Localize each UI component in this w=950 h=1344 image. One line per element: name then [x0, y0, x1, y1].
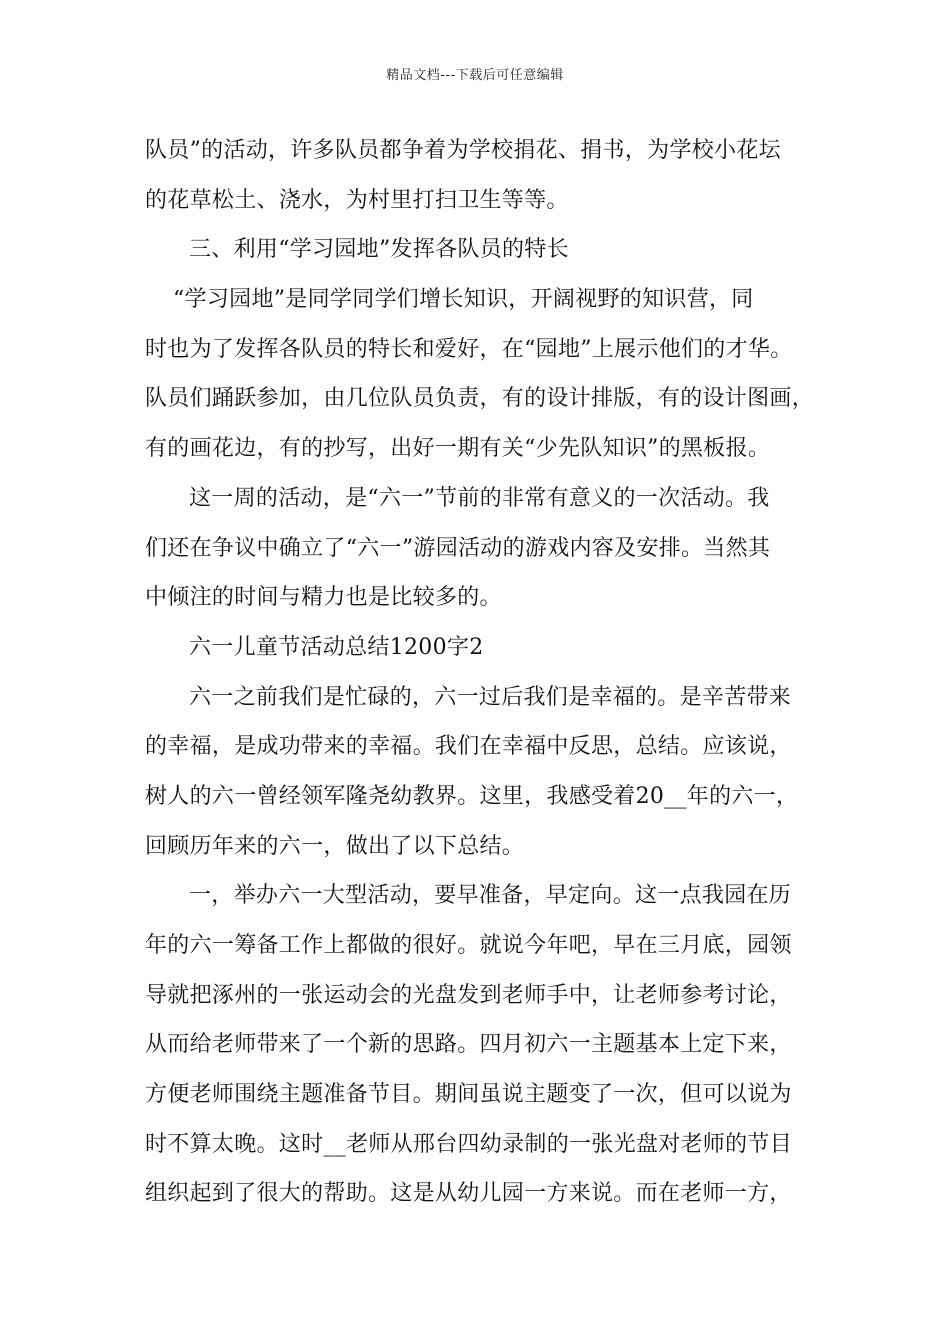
article-subtitle: 六一儿童节活动总结1200字2: [189, 634, 484, 660]
document-body: [145, 126, 825, 1219]
text-line: 的幸福，是成功带来的幸福。我们在幸福中反思，总结。应该说，: [145, 734, 792, 760]
text-line: 队员们踊跃参加，由几位队员负责，有的设计排版，有的设计图画，: [145, 386, 815, 412]
text-line: “学习园地”是同学同学们增长知识，开阔视野的知识营，同: [173, 287, 754, 313]
text-line: 时也为了发挥各队员的特长和爱好，在“园地”上展示他们的才华。: [145, 336, 793, 362]
text-line: 一，举办六一大型活动，要早准备，早定向。这一点我园在历: [189, 883, 792, 909]
text-line: 方便老师围绕主题准备节目。期间虽说主题变了一次，但可以说为: [145, 1082, 792, 1108]
text-line: 回顾历年来的六一，做出了以下总结。: [145, 833, 525, 859]
section-heading: 三、利用“学习园地”发挥各队员的特长: [189, 237, 569, 263]
text-line: 有的画花边，有的抄写，出好一期有关“少先队知识”的黑板报。: [145, 436, 771, 462]
text-line: 组织起到了很大的帮助。这是从幼儿园一方来说。而在老师一方，: [145, 1181, 792, 1207]
text-line: 树人的六一曾经领军隆尧幼教界。这里，我感受着20__年的六一，: [145, 783, 799, 809]
text-line: 时不算太晚。这时__老师从邢台四幼录制的一张光盘对老师的节目: [145, 1131, 793, 1157]
text-line: 年的六一筹备工作上都做的很好。就说今年吧，早在三月底，园领: [145, 933, 792, 958]
text-line: 导就把涿州的一张运动会的光盘发到老师手中，让老师参考讨论，: [145, 982, 792, 1008]
text-line: 的花草松土、浇水，为村里打扫卫生等等。: [145, 187, 569, 213]
text-line: 六一之前我们是忙碌的，六一过后我们是幸福的。是辛苦带来: [189, 684, 792, 710]
text-line: 中倾注的时间与精力也是比较多的。: [145, 585, 502, 611]
text-line: 从而给老师带来了一个新的思路。四月初六一主题基本上定下来，: [145, 1032, 792, 1058]
text-line: 们还在争议中确立了“六一”游园活动的游戏内容及安排。当然其: [145, 535, 771, 561]
text-line: 这一周的活动，是“六一”节前的非常有意义的一次活动。我: [189, 485, 770, 511]
text-line: 队员”的活动，许多队员都争着为学校捐花、捐书，为学校小花坛: [145, 138, 781, 163]
page-header: 精品文档---下载后可任意编辑: [386, 68, 564, 83]
